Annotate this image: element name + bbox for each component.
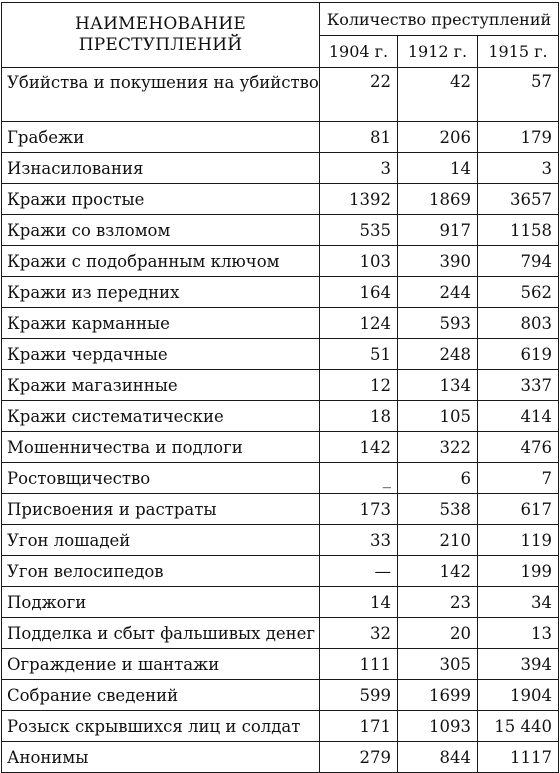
table-row bbox=[2, 680, 559, 711]
count-1915-cell: 199 bbox=[478, 556, 559, 587]
table-row bbox=[2, 308, 559, 339]
count-1904-cell: 279 bbox=[320, 742, 398, 773]
crime-name-cell bbox=[2, 308, 320, 339]
table-row bbox=[2, 68, 559, 122]
count-1912-cell: 20 bbox=[398, 618, 478, 649]
count-1904-cell: 103 bbox=[320, 246, 398, 277]
table-row bbox=[2, 742, 559, 773]
crime-name: Собрание сведений bbox=[7, 685, 179, 705]
count-1912-cell: 322 bbox=[398, 432, 478, 463]
count-1904-cell: 173 bbox=[320, 494, 398, 525]
count-1912-cell: 593 bbox=[398, 308, 478, 339]
crime-name: Розыск скрывшихся лиц и солдат bbox=[7, 716, 301, 736]
count-1904-cell: 142 bbox=[320, 432, 398, 463]
column-header-name-line1: НАИМЕНОВАНИЕ bbox=[75, 14, 246, 34]
count-1915-cell: 1117 bbox=[478, 742, 559, 773]
count-1912-cell: 206 bbox=[398, 122, 478, 153]
count-1912-cell: 248 bbox=[398, 339, 478, 370]
count-1904-cell: 164 bbox=[320, 277, 398, 308]
count-1915-cell: 617 bbox=[478, 494, 559, 525]
crime-name-cell bbox=[2, 153, 320, 184]
table-row bbox=[2, 711, 559, 742]
count-1904-cell: 32 bbox=[320, 618, 398, 649]
crime-name-cell bbox=[2, 432, 320, 463]
count-1912-cell: 538 bbox=[398, 494, 478, 525]
crime-name: Ограждение и шантажи bbox=[7, 654, 220, 674]
table-body bbox=[2, 68, 559, 773]
header-row-group bbox=[2, 3, 559, 36]
count-1912-cell: 1699 bbox=[398, 680, 478, 711]
column-header-name-line2: ПРЕСТУПЛЕНИЙ bbox=[78, 35, 243, 55]
crime-name-cell bbox=[2, 246, 320, 277]
count-1912-cell: 390 bbox=[398, 246, 478, 277]
crime-name-cell bbox=[2, 339, 320, 370]
crime-name: Кражи с подобранным ключом bbox=[7, 251, 280, 271]
count-1904-cell: 1392 bbox=[320, 184, 398, 215]
crime-name: Изнасилования bbox=[7, 158, 144, 178]
count-1904-cell: 111 bbox=[320, 649, 398, 680]
count-1915-cell: 476 bbox=[478, 432, 559, 463]
count-1915-cell: 337 bbox=[478, 370, 559, 401]
crime-name-cell bbox=[2, 649, 320, 680]
table-row bbox=[2, 494, 559, 525]
count-1915-cell: 1158 bbox=[478, 215, 559, 246]
count-1912-cell: 105 bbox=[398, 401, 478, 432]
count-1912-cell: 244 bbox=[398, 277, 478, 308]
crime-name: Кражи систематические bbox=[7, 406, 224, 426]
crime-name: Анонимы bbox=[7, 747, 89, 767]
table-row bbox=[2, 339, 559, 370]
count-1912-cell: 142 bbox=[398, 556, 478, 587]
count-1915-cell: 13 bbox=[478, 618, 559, 649]
count-1904-cell: 14 bbox=[320, 587, 398, 618]
count-1912-cell: 23 bbox=[398, 587, 478, 618]
count-1904-cell: 18 bbox=[320, 401, 398, 432]
crime-name-cell bbox=[2, 556, 320, 587]
count-1912-cell: 1093 bbox=[398, 711, 478, 742]
crime-name: Кражи со взломом bbox=[7, 220, 171, 240]
crime-name: Кражи из передних bbox=[7, 282, 180, 302]
count-1904-cell: 51 bbox=[320, 339, 398, 370]
crime-name: Кражи карманные bbox=[7, 313, 170, 333]
crime-name: Поджоги bbox=[7, 592, 87, 612]
count-1904-cell: 535 bbox=[320, 215, 398, 246]
crime-name-cell bbox=[2, 370, 320, 401]
count-1904-cell: 599 bbox=[320, 680, 398, 711]
count-1915-cell: 414 bbox=[478, 401, 559, 432]
table-row bbox=[2, 246, 559, 277]
crime-name-cell bbox=[2, 184, 320, 215]
count-1915-cell: 7 bbox=[478, 463, 559, 494]
count-1912-cell: 134 bbox=[398, 370, 478, 401]
table-row bbox=[2, 649, 559, 680]
count-1915-cell: 34 bbox=[478, 587, 559, 618]
table-row bbox=[2, 432, 559, 463]
count-1904-cell: 171 bbox=[320, 711, 398, 742]
count-1915-cell: 3 bbox=[478, 153, 559, 184]
crime-name: Присвоения и растраты bbox=[7, 499, 217, 519]
count-1912-cell: 42 bbox=[398, 68, 478, 122]
count-1912-cell: 14 bbox=[398, 153, 478, 184]
crime-name-cell bbox=[2, 680, 320, 711]
column-group-header-count: Количество преступлений bbox=[320, 3, 559, 36]
column-header-year-1915: 1915 г. bbox=[478, 36, 559, 68]
column-header-year-1912: 1912 г. bbox=[398, 36, 478, 68]
count-1915-cell: 803 bbox=[478, 308, 559, 339]
crime-name: Угон велосипедов bbox=[7, 561, 164, 581]
table-row bbox=[2, 463, 559, 494]
table-row bbox=[2, 153, 559, 184]
count-1904-cell: 33 bbox=[320, 525, 398, 556]
count-1915-cell: 794 bbox=[478, 246, 559, 277]
count-1915-cell: 3657 bbox=[478, 184, 559, 215]
crime-name-cell bbox=[2, 618, 320, 649]
count-1915-cell: 619 bbox=[478, 339, 559, 370]
count-1915-cell: 1904 bbox=[478, 680, 559, 711]
count-1915-cell: 119 bbox=[478, 525, 559, 556]
count-1912-cell: 6 bbox=[398, 463, 478, 494]
crime-name: Мошенничества и подлоги bbox=[7, 437, 243, 457]
count-1915-cell: 15 440 bbox=[478, 711, 559, 742]
count-1912-cell: 210 bbox=[398, 525, 478, 556]
crime-name-cell bbox=[2, 742, 320, 773]
crime-name-cell bbox=[2, 122, 320, 153]
crime-name-cell bbox=[2, 68, 320, 122]
count-1912-cell: 844 bbox=[398, 742, 478, 773]
crime-statistics-table bbox=[1, 2, 559, 773]
count-1915-cell: 394 bbox=[478, 649, 559, 680]
crime-name-cell bbox=[2, 711, 320, 742]
count-1904-cell: 12 bbox=[320, 370, 398, 401]
count-1912-cell: 1869 bbox=[398, 184, 478, 215]
count-1915-cell: 562 bbox=[478, 277, 559, 308]
crime-name: Кражи простые bbox=[7, 189, 145, 209]
table-row bbox=[2, 618, 559, 649]
table-row bbox=[2, 370, 559, 401]
count-1915-cell: 179 bbox=[478, 122, 559, 153]
crime-name-cell bbox=[2, 463, 320, 494]
count-1904-cell: 22 bbox=[320, 68, 398, 122]
table-row bbox=[2, 525, 559, 556]
count-1912-cell: 305 bbox=[398, 649, 478, 680]
crime-name-cell bbox=[2, 587, 320, 618]
count-1915-cell: 57 bbox=[478, 68, 559, 122]
crime-name-cell bbox=[2, 215, 320, 246]
table-row bbox=[2, 401, 559, 432]
crime-name: Ростовщичество bbox=[7, 468, 151, 488]
column-header-year-1904: 1904 г. bbox=[320, 36, 398, 68]
table-row bbox=[2, 215, 559, 246]
crime-name-cell bbox=[2, 525, 320, 556]
table-row bbox=[2, 122, 559, 153]
crime-name: Кражи магазинные bbox=[7, 375, 178, 395]
count-1904-cell: 124 bbox=[320, 308, 398, 339]
crime-name-cell bbox=[2, 494, 320, 525]
count-1904-cell: 3 bbox=[320, 153, 398, 184]
crime-name: Убийства и покушения на убийство bbox=[7, 73, 319, 92]
crime-name: Кражи чердачные bbox=[7, 344, 168, 364]
count-1912-cell: 917 bbox=[398, 215, 478, 246]
crime-name: Угон лошадей bbox=[7, 530, 131, 550]
table-row bbox=[2, 587, 559, 618]
count-1904-cell: 81 bbox=[320, 122, 398, 153]
table-row bbox=[2, 184, 559, 215]
count-1904-cell: — bbox=[320, 556, 398, 587]
table-row bbox=[2, 556, 559, 587]
table-row bbox=[2, 277, 559, 308]
crime-name: Грабежи bbox=[7, 127, 85, 147]
crime-name-cell bbox=[2, 277, 320, 308]
crime-name: Подделка и сбыт фальшивых денег bbox=[7, 623, 316, 643]
crime-name-cell bbox=[2, 401, 320, 432]
column-header-name bbox=[2, 3, 320, 68]
count-1904-cell: _ bbox=[320, 463, 398, 494]
